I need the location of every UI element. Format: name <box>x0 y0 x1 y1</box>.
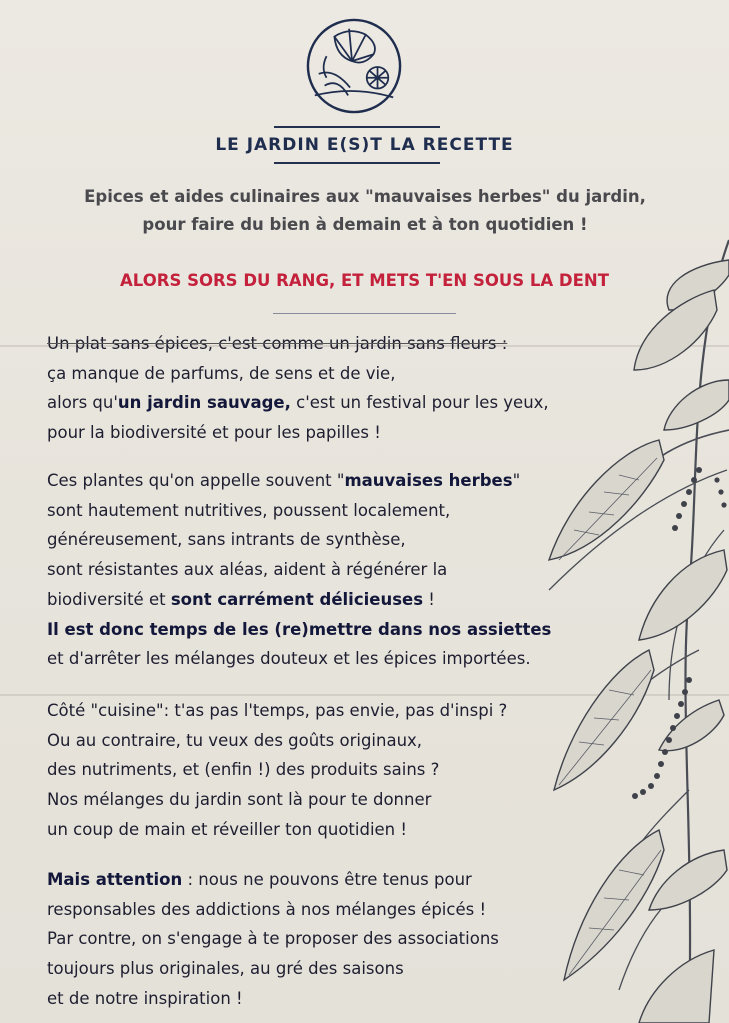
title-rule-top <box>274 126 440 128</box>
text-line: sont résistantes aux aléas, aident à régénérer la <box>47 560 448 580</box>
text-line <box>47 388 607 418</box>
page-title: LE JARDIN E(S)T LA RECETTE <box>215 135 514 155</box>
text-fragment: : nous ne pouvons être tenus pour <box>182 870 472 889</box>
text-line: des nutriments, et (enfin !) des produits sains ? <box>47 760 440 780</box>
paragraph-cuisine <box>47 696 607 845</box>
paragraph-intro <box>47 329 607 448</box>
text-fragment: " <box>512 471 521 490</box>
text-line <box>47 865 607 895</box>
text-line: généreusement, sans intrants de synthèse, <box>47 530 406 550</box>
emphasis-text: mauvaises herbes <box>344 471 513 490</box>
tagline-rule <box>273 313 456 314</box>
text-line: Nos mélanges du jardin sont là pour te donner <box>47 790 432 810</box>
text-line-struck: Un plat sans épices, c'est comme un jardin sans fleurs : <box>47 334 508 353</box>
paragraph-plants <box>47 466 607 674</box>
text-line: un coup de main et réveiller ton quotidien ! <box>47 819 408 839</box>
paragraph-attention <box>47 865 607 1014</box>
text-line <box>47 329 607 359</box>
text-fragment: c'est un festival pour les yeux, <box>290 393 549 413</box>
text-line: Par contre, on s'engage à te proposer des associations <box>47 929 499 949</box>
subtitle-line: pour faire du bien à demain et à ton quotidien ! <box>142 215 588 234</box>
text-line: sont hautement nutritives, poussent localement, <box>47 500 451 520</box>
title-rule-bottom <box>274 162 440 164</box>
text-line: Côté "cuisine": t'as pas l'temps, pas envie, pas d'inspi ? <box>47 701 508 720</box>
tagline: ALORS SORS DU RANG, ET METS T'EN SOUS LA DENT <box>120 271 609 290</box>
subtitle-line: Epices et aides culinaires aux "mauvaises herbes" du jardin, <box>84 187 646 206</box>
text-fragment: biodiversité et <box>47 589 171 609</box>
text-line <box>47 615 607 645</box>
subtitle <box>40 183 690 239</box>
leaf-emblem-icon <box>305 17 403 115</box>
text-line: et de notre inspiration ! <box>47 988 243 1008</box>
emphasis-text: Mais attention <box>47 870 183 889</box>
emphasis-text: Il est donc temps de les (re)mettre dans nos assiettes <box>47 619 552 639</box>
text-line: ça manque de parfums, de sens et de vie, <box>47 363 396 383</box>
emphasis-text: sont carrément délicieuses <box>170 589 424 609</box>
emphasis-text: un jardin sauvage, <box>117 393 291 413</box>
text-line: et d'arrêter les mélanges douteux et les épices importées. <box>47 649 531 669</box>
text-fragment: Ces plantes qu'on appelle souvent " <box>47 471 345 490</box>
text-fragment: alors qu' <box>47 393 118 413</box>
text-line: responsables des addictions à nos mélanges épicés ! <box>47 899 487 919</box>
text-line: Ou au contraire, tu veux des goûts originaux, <box>47 730 423 750</box>
text-line <box>47 466 607 496</box>
text-line: toujours plus originales, au gré des saisons <box>47 959 404 979</box>
text-fragment: ! <box>423 589 435 609</box>
text-line: pour la biodiversité et pour les papilles ! <box>47 423 381 443</box>
text-line <box>47 585 607 615</box>
